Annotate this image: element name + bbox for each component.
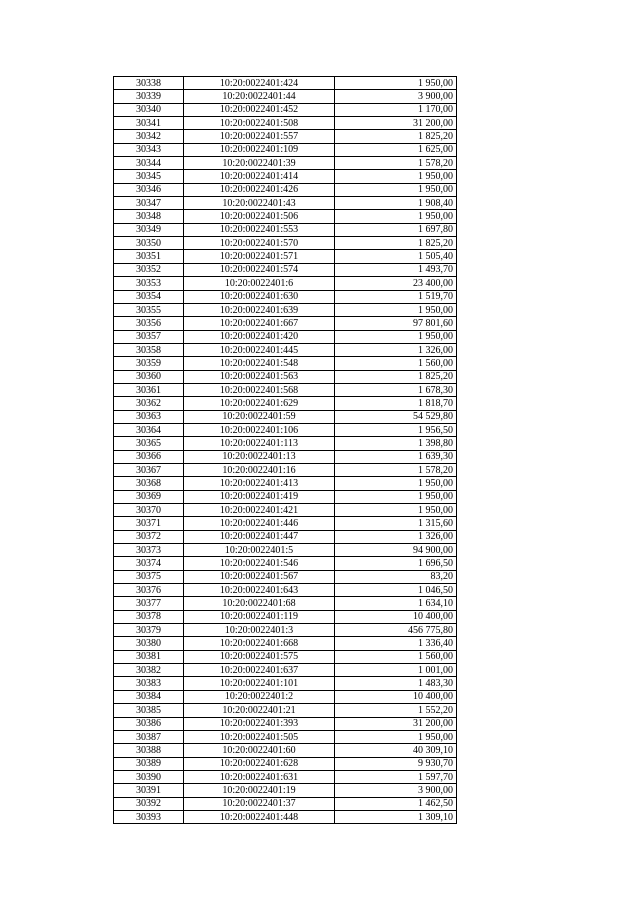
row-number-cell: 30346 xyxy=(114,183,184,196)
row-number-cell: 30342 xyxy=(114,130,184,143)
table-row xyxy=(114,170,457,183)
table-row xyxy=(114,183,457,196)
row-number-cell: 30373 xyxy=(114,544,184,557)
row-number-cell: 30351 xyxy=(114,250,184,263)
cadastral-number-cell: 10:20:0022401:420 xyxy=(184,330,335,343)
value-cell: 1 560,00 xyxy=(335,650,457,663)
row-number-cell: 30386 xyxy=(114,717,184,730)
cadastral-number-cell: 10:20:0022401:419 xyxy=(184,490,335,503)
cadastral-number-cell: 10:20:0022401:575 xyxy=(184,650,335,663)
value-cell: 1 950,00 xyxy=(335,170,457,183)
cadastral-number-cell: 10:20:0022401:631 xyxy=(184,770,335,783)
table-row xyxy=(114,490,457,503)
table-row xyxy=(114,690,457,703)
table-row xyxy=(114,810,457,823)
cadastral-number-cell: 10:20:0022401:6 xyxy=(184,277,335,290)
value-cell: 94 900,00 xyxy=(335,544,457,557)
row-number-cell: 30359 xyxy=(114,357,184,370)
row-number-cell: 30388 xyxy=(114,744,184,757)
table-row xyxy=(114,397,457,410)
table-row xyxy=(114,277,457,290)
table-row xyxy=(114,330,457,343)
value-cell: 1 505,40 xyxy=(335,250,457,263)
table-row xyxy=(114,370,457,383)
row-number-cell: 30380 xyxy=(114,637,184,650)
row-number-cell: 30376 xyxy=(114,584,184,597)
table-row xyxy=(114,143,457,156)
value-cell: 1 950,00 xyxy=(335,730,457,743)
cadastral-number-cell: 10:20:0022401:446 xyxy=(184,517,335,530)
value-cell: 1 578,20 xyxy=(335,463,457,476)
cadastral-number-cell: 10:20:0022401:37 xyxy=(184,797,335,810)
cadastral-number-cell: 10:20:0022401:447 xyxy=(184,530,335,543)
row-number-cell: 30340 xyxy=(114,103,184,116)
table-row xyxy=(114,570,457,583)
value-cell: 83,20 xyxy=(335,570,457,583)
cadastral-number-cell: 10:20:0022401:16 xyxy=(184,463,335,476)
value-cell: 40 309,10 xyxy=(335,744,457,757)
value-cell: 1 519,70 xyxy=(335,290,457,303)
value-cell: 1 818,70 xyxy=(335,397,457,410)
table-row xyxy=(114,597,457,610)
row-number-cell: 30362 xyxy=(114,397,184,410)
cadastral-number-cell: 10:20:0022401:13 xyxy=(184,450,335,463)
value-cell: 1 950,00 xyxy=(335,303,457,316)
value-cell: 1 950,00 xyxy=(335,330,457,343)
cadastral-number-cell: 10:20:0022401:567 xyxy=(184,570,335,583)
cadastral-number-cell: 10:20:0022401:448 xyxy=(184,810,335,823)
row-number-cell: 30341 xyxy=(114,117,184,130)
cadastral-number-cell: 10:20:0022401:643 xyxy=(184,584,335,597)
cadastral-number-cell: 10:20:0022401:505 xyxy=(184,730,335,743)
cadastral-number-cell: 10:20:0022401:19 xyxy=(184,784,335,797)
cadastral-number-cell: 10:20:0022401:667 xyxy=(184,317,335,330)
cadastral-number-cell: 10:20:0022401:21 xyxy=(184,704,335,717)
value-cell: 97 801,60 xyxy=(335,317,457,330)
value-cell: 10 400,00 xyxy=(335,690,457,703)
row-number-cell: 30393 xyxy=(114,810,184,823)
table-row xyxy=(114,704,457,717)
value-cell: 3 900,00 xyxy=(335,784,457,797)
row-number-cell: 30387 xyxy=(114,730,184,743)
table-row xyxy=(114,90,457,103)
value-cell: 1 825,20 xyxy=(335,370,457,383)
cadastral-number-cell: 10:20:0022401:639 xyxy=(184,303,335,316)
value-cell: 1 315,60 xyxy=(335,517,457,530)
cadastral-number-cell: 10:20:0022401:445 xyxy=(184,343,335,356)
cadastral-number-cell: 10:20:0022401:68 xyxy=(184,597,335,610)
row-number-cell: 30384 xyxy=(114,690,184,703)
row-number-cell: 30348 xyxy=(114,210,184,223)
table-row xyxy=(114,744,457,757)
cadastral-number-cell: 10:20:0022401:59 xyxy=(184,410,335,423)
table-row xyxy=(114,610,457,623)
table-row xyxy=(114,757,457,770)
table-row xyxy=(114,343,457,356)
cadastral-number-cell: 10:20:0022401:546 xyxy=(184,557,335,570)
row-number-cell: 30354 xyxy=(114,290,184,303)
cadastral-number-cell: 10:20:0022401:3 xyxy=(184,624,335,637)
row-number-cell: 30355 xyxy=(114,303,184,316)
row-number-cell: 30366 xyxy=(114,450,184,463)
row-number-cell: 30367 xyxy=(114,463,184,476)
table-row xyxy=(114,77,457,90)
row-number-cell: 30375 xyxy=(114,570,184,583)
cadastral-number-cell: 10:20:0022401:630 xyxy=(184,290,335,303)
table-row xyxy=(114,197,457,210)
table-row xyxy=(114,770,457,783)
table-row xyxy=(114,437,457,450)
row-number-cell: 30356 xyxy=(114,317,184,330)
cadastral-number-cell: 10:20:0022401:413 xyxy=(184,477,335,490)
row-number-cell: 30383 xyxy=(114,677,184,690)
value-cell: 1 462,50 xyxy=(335,797,457,810)
value-cell: 1 597,70 xyxy=(335,770,457,783)
row-number-cell: 30343 xyxy=(114,143,184,156)
value-cell: 1 950,00 xyxy=(335,504,457,517)
table-row xyxy=(114,504,457,517)
value-cell: 23 400,00 xyxy=(335,277,457,290)
row-number-cell: 30345 xyxy=(114,170,184,183)
table-row xyxy=(114,210,457,223)
value-cell: 54 529,80 xyxy=(335,410,457,423)
value-cell: 1 678,30 xyxy=(335,383,457,396)
table-row xyxy=(114,423,457,436)
table-row xyxy=(114,557,457,570)
table-row xyxy=(114,157,457,170)
cadastral-number-cell: 10:20:0022401:119 xyxy=(184,610,335,623)
cadastral-number-cell: 10:20:0022401:39 xyxy=(184,157,335,170)
row-number-cell: 30344 xyxy=(114,157,184,170)
value-cell: 31 200,00 xyxy=(335,717,457,730)
value-cell: 1 625,00 xyxy=(335,143,457,156)
row-number-cell: 30378 xyxy=(114,610,184,623)
row-number-cell: 30372 xyxy=(114,530,184,543)
cadastral-value-table xyxy=(113,76,457,824)
table-row xyxy=(114,317,457,330)
row-number-cell: 30390 xyxy=(114,770,184,783)
value-cell: 3 900,00 xyxy=(335,90,457,103)
row-number-cell: 30350 xyxy=(114,237,184,250)
value-cell: 9 930,70 xyxy=(335,757,457,770)
cadastral-number-cell: 10:20:0022401:553 xyxy=(184,223,335,236)
cadastral-number-cell: 10:20:0022401:5 xyxy=(184,544,335,557)
cadastral-number-cell: 10:20:0022401:101 xyxy=(184,677,335,690)
row-number-cell: 30349 xyxy=(114,223,184,236)
cadastral-number-cell: 10:20:0022401:563 xyxy=(184,370,335,383)
value-cell: 1 634,10 xyxy=(335,597,457,610)
value-cell: 10 400,00 xyxy=(335,610,457,623)
value-cell: 1 493,70 xyxy=(335,263,457,276)
table-row xyxy=(114,730,457,743)
cadastral-number-cell: 10:20:0022401:557 xyxy=(184,130,335,143)
cadastral-number-cell: 10:20:0022401:506 xyxy=(184,210,335,223)
value-cell: 1 956,50 xyxy=(335,423,457,436)
row-number-cell: 30352 xyxy=(114,263,184,276)
row-number-cell: 30370 xyxy=(114,504,184,517)
value-cell: 1 326,00 xyxy=(335,343,457,356)
cadastral-number-cell: 10:20:0022401:628 xyxy=(184,757,335,770)
cadastral-number-cell: 10:20:0022401:43 xyxy=(184,197,335,210)
row-number-cell: 30379 xyxy=(114,624,184,637)
table-row xyxy=(114,250,457,263)
value-cell: 1 552,20 xyxy=(335,704,457,717)
row-number-cell: 30391 xyxy=(114,784,184,797)
row-number-cell: 30361 xyxy=(114,383,184,396)
value-cell: 1 825,20 xyxy=(335,130,457,143)
row-number-cell: 30392 xyxy=(114,797,184,810)
cadastral-number-cell: 10:20:0022401:571 xyxy=(184,250,335,263)
table-row xyxy=(114,650,457,663)
table-row xyxy=(114,103,457,116)
value-cell: 1 696,50 xyxy=(335,557,457,570)
value-cell: 1 908,40 xyxy=(335,197,457,210)
value-cell: 1 697,80 xyxy=(335,223,457,236)
cadastral-number-cell: 10:20:0022401:113 xyxy=(184,437,335,450)
table-row xyxy=(114,624,457,637)
value-cell: 1 170,00 xyxy=(335,103,457,116)
table-row xyxy=(114,784,457,797)
value-cell: 456 775,80 xyxy=(335,624,457,637)
value-cell: 1 336,40 xyxy=(335,637,457,650)
row-number-cell: 30360 xyxy=(114,370,184,383)
cadastral-number-cell: 10:20:0022401:574 xyxy=(184,263,335,276)
value-cell: 1 046,50 xyxy=(335,584,457,597)
row-number-cell: 30353 xyxy=(114,277,184,290)
cadastral-number-cell: 10:20:0022401:637 xyxy=(184,664,335,677)
table-row xyxy=(114,584,457,597)
value-cell: 1 483,30 xyxy=(335,677,457,690)
table-row xyxy=(114,237,457,250)
row-number-cell: 30338 xyxy=(114,77,184,90)
row-number-cell: 30365 xyxy=(114,437,184,450)
row-number-cell: 30364 xyxy=(114,423,184,436)
value-cell: 1 001,00 xyxy=(335,664,457,677)
row-number-cell: 30381 xyxy=(114,650,184,663)
value-cell: 1 309,10 xyxy=(335,810,457,823)
value-cell: 1 950,00 xyxy=(335,77,457,90)
table-row xyxy=(114,357,457,370)
table-row xyxy=(114,664,457,677)
row-number-cell: 30382 xyxy=(114,664,184,677)
table-row xyxy=(114,263,457,276)
cadastral-number-cell: 10:20:0022401:2 xyxy=(184,690,335,703)
row-number-cell: 30368 xyxy=(114,477,184,490)
value-cell: 31 200,00 xyxy=(335,117,457,130)
table-body xyxy=(114,77,457,824)
table-row xyxy=(114,130,457,143)
value-cell: 1 326,00 xyxy=(335,530,457,543)
row-number-cell: 30389 xyxy=(114,757,184,770)
cadastral-number-cell: 10:20:0022401:568 xyxy=(184,383,335,396)
row-number-cell: 30385 xyxy=(114,704,184,717)
cadastral-number-cell: 10:20:0022401:548 xyxy=(184,357,335,370)
cadastral-number-cell: 10:20:0022401:424 xyxy=(184,77,335,90)
table-row xyxy=(114,517,457,530)
value-cell: 1 950,00 xyxy=(335,183,457,196)
table-row xyxy=(114,450,457,463)
cadastral-number-cell: 10:20:0022401:668 xyxy=(184,637,335,650)
row-number-cell: 30347 xyxy=(114,197,184,210)
table-row xyxy=(114,797,457,810)
row-number-cell: 30357 xyxy=(114,330,184,343)
cadastral-number-cell: 10:20:0022401:44 xyxy=(184,90,335,103)
table-row xyxy=(114,117,457,130)
row-number-cell: 30358 xyxy=(114,343,184,356)
table-row xyxy=(114,290,457,303)
value-cell: 1 578,20 xyxy=(335,157,457,170)
value-cell: 1 950,00 xyxy=(335,477,457,490)
cadastral-number-cell: 10:20:0022401:421 xyxy=(184,504,335,517)
row-number-cell: 30377 xyxy=(114,597,184,610)
row-number-cell: 30363 xyxy=(114,410,184,423)
cadastral-number-cell: 10:20:0022401:60 xyxy=(184,744,335,757)
table-row xyxy=(114,544,457,557)
value-cell: 1 950,00 xyxy=(335,210,457,223)
table-row xyxy=(114,530,457,543)
table-row xyxy=(114,677,457,690)
cadastral-number-cell: 10:20:0022401:106 xyxy=(184,423,335,436)
cadastral-number-cell: 10:20:0022401:426 xyxy=(184,183,335,196)
table-row xyxy=(114,637,457,650)
table-row xyxy=(114,463,457,476)
cadastral-number-cell: 10:20:0022401:508 xyxy=(184,117,335,130)
table-row xyxy=(114,477,457,490)
table-row xyxy=(114,303,457,316)
table-row xyxy=(114,383,457,396)
value-cell: 1 398,80 xyxy=(335,437,457,450)
row-number-cell: 30371 xyxy=(114,517,184,530)
value-cell: 1 825,20 xyxy=(335,237,457,250)
value-cell: 1 560,00 xyxy=(335,357,457,370)
cadastral-number-cell: 10:20:0022401:570 xyxy=(184,237,335,250)
table-row xyxy=(114,717,457,730)
table-row xyxy=(114,223,457,236)
value-cell: 1 950,00 xyxy=(335,490,457,503)
value-cell: 1 639,30 xyxy=(335,450,457,463)
row-number-cell: 30369 xyxy=(114,490,184,503)
cadastral-number-cell: 10:20:0022401:109 xyxy=(184,143,335,156)
table-row xyxy=(114,410,457,423)
row-number-cell: 30374 xyxy=(114,557,184,570)
cadastral-number-cell: 10:20:0022401:629 xyxy=(184,397,335,410)
row-number-cell: 30339 xyxy=(114,90,184,103)
cadastral-number-cell: 10:20:0022401:414 xyxy=(184,170,335,183)
cadastral-number-cell: 10:20:0022401:393 xyxy=(184,717,335,730)
cadastral-number-cell: 10:20:0022401:452 xyxy=(184,103,335,116)
